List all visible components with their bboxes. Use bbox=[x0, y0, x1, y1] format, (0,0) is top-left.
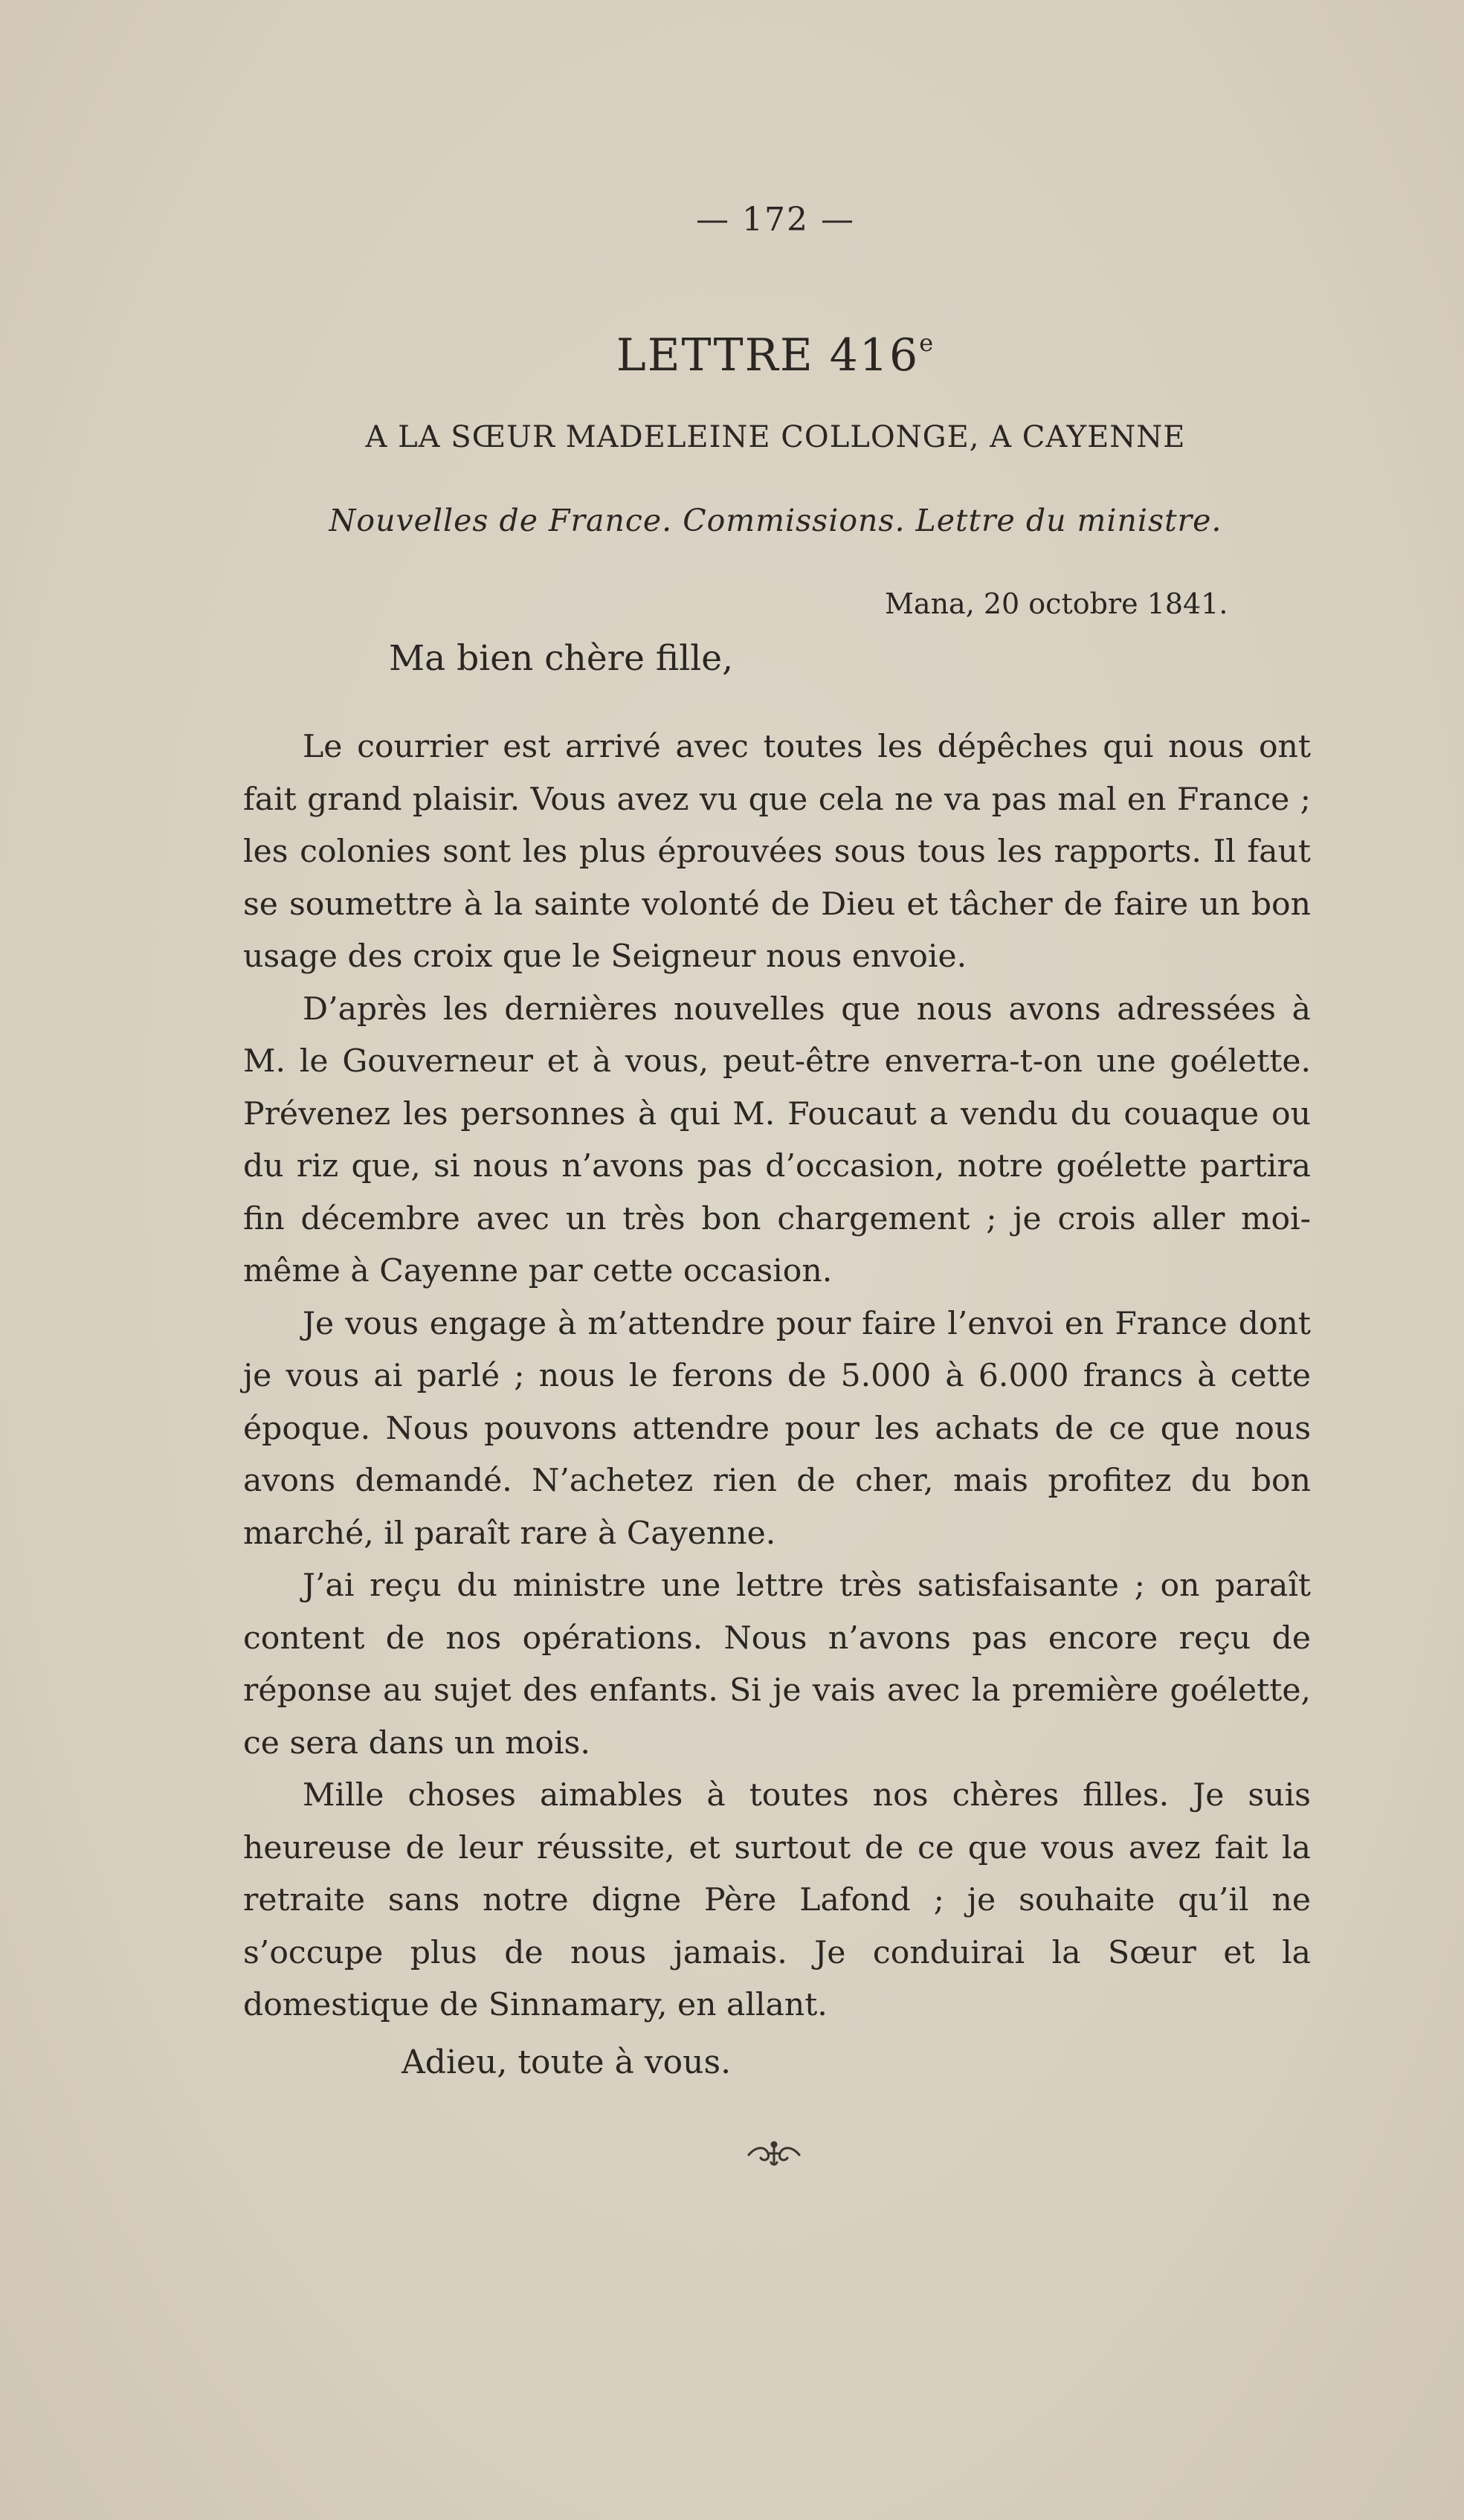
paragraph-2: D’après les dernières nouvelles que nous avons adressées à M. le Gouverneur et à vous, peut-être enverra-t-on une goélette. Prévenez les personnes à qui M. Foucaut a vendu du couaque ou du riz que, si nous n’avons pas d’occasion, notre goélette partira fin décembre avec un très bon chargement ; je crois aller moi-même à Cayenne par cette occasion. bbox=[243, 990, 1311, 1289]
letter-title-superscript: e bbox=[919, 329, 935, 357]
letter-title bbox=[0, 329, 1464, 381]
letter-body bbox=[243, 721, 1311, 2032]
page-number: — 172 — bbox=[696, 201, 855, 239]
paragraph-5: Mille choses aimables à toutes nos chères filles. Je suis heureuse de leur réussite, et surtout de ce que vous avez fait la retraite sans notre digne Père Lafond ; je souhaite qu’il ne s’occupe plus de nous jamais. Je conduirai la Sœur et la domestique de Sinnamary, en allant. bbox=[243, 1777, 1311, 2023]
letter-subject: Nouvelles de France. Commissions. Lettre du ministre. bbox=[329, 503, 1222, 538]
letter-salutation: Ma bien chère fille, bbox=[389, 638, 734, 679]
letter-addressee: A LA SŒUR MADELEINE COLLONGE, A CAYENNE bbox=[365, 420, 1186, 454]
letter-closing: Adieu, toute à vous. bbox=[402, 2043, 732, 2081]
paragraph-4: J’ai reçu du ministre une lettre très satisfaisante ; on paraît content de nos opérations. Nous n’avons pas encore reçu de réponse au sujet des enfants. Si je vais avec la première goélette, ce sera dans un mois. bbox=[243, 1567, 1311, 1762]
letter-title-text: LETTRE 416 bbox=[616, 329, 920, 381]
letter-dateline: Mana, 20 octobre 1841. bbox=[885, 587, 1228, 620]
paragraph-1: Le courrier est arrivé avec toutes les dépêches qui nous ont fait grand plaisir. Vous avez vu que cela ne va pas mal en France ; les colonies sont les plus éprouvées sous tous les rapports. Il faut se soumettre à la sainte volonté de Dieu et tâcher de faire un bon usage des croix que le Seigneur nous envoie. bbox=[243, 729, 1311, 975]
paragraph-3: Je vous engage à m’attendre pour faire l’envoi en France dont je vous ai parlé ; nous le ferons de 5.000 à 6.000 francs à cette époque. Nous pouvons attendre pour les achats de ce que nous avons demandé. N’achetez rien de cher, mais profitez du bon marché, il paraît rare à Cayenne. bbox=[243, 1305, 1311, 1552]
fleuron-icon bbox=[746, 2140, 802, 2167]
